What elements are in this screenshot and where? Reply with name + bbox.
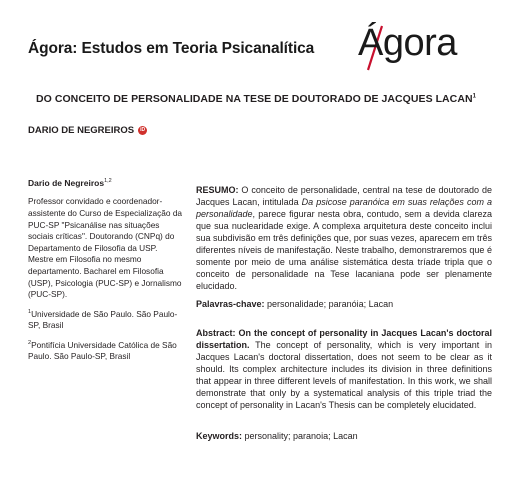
abstract-paragraph	[196, 327, 492, 411]
article-title-text: DO CONCEITO DE PERSONALIDADE NA TESE DE DOUTORADO DE JACQUES LACAN	[36, 93, 473, 105]
author-info-name-sup: 1,2	[104, 178, 112, 184]
keywords-paragraph	[196, 430, 492, 442]
affiliation-2-text: Pontifícia Universidade Católica de São Paulo. São Paulo-SP, Brasil	[28, 339, 177, 362]
palavras-chave-text: personalidade; paranóia; Lacan	[264, 299, 394, 309]
affiliation-1	[28, 307, 183, 332]
resumo-label: RESUMO:	[196, 185, 239, 195]
author-info-name	[28, 176, 183, 189]
logo-text: Ágora	[358, 22, 457, 64]
resumo-italic-title: Da psicose paranóica em suas relações com a personalidade	[196, 197, 492, 219]
author-byline	[28, 125, 147, 136]
resumo-text-b: , parece figurar nesta obra, contudo, sem a devida clareza que sua nuclearidade exige. A complexa arquitetura deste conceito inclui sua subdivisão em três definições que, por suas vezes, aparecem em três diferentes níveis de manifestação. Neste trabalho, demonstraremos que é somente por meio de uma análise sistemática desta tríade tripla que o conceito de personalidade na Tese lacaniana pode ser plenamente elucidado.	[196, 209, 492, 291]
resumo-text-a: O conceito de personalidade, central na tese de doutorado de Jacques Lacan, intitulada	[196, 185, 492, 207]
author-info	[28, 176, 183, 369]
palavras-chave-paragraph	[196, 298, 492, 310]
abstract-text: The concept of personality, which is very important in Jacques Lacan's doctoral dissertation, does not seem to be clear as it should. Its complex architecture includes its division in three definitions that appear in three different levels of manifestation. In this work, we shall demonstrate that only by a systematical analysis of this triple triad the concept of personality in Lacan's Thesis can be completely elucidated.	[196, 340, 492, 410]
affiliation-1-text: Universidade de São Paulo. São Paulo-SP, Brasil	[28, 308, 178, 331]
journal-logo	[352, 22, 472, 80]
abstract-title: On the concept of personality in Jacques Lacan's doctoral dissertation.	[196, 328, 492, 350]
journal-title: Ágora: Estudos em Teoria Psicanalítica	[28, 40, 315, 57]
orcid-icon[interactable]: iD	[140, 127, 146, 133]
article-title	[0, 93, 512, 105]
palavras-chave-label: Palavras-chave:	[196, 299, 265, 309]
palavras-chave-section	[196, 298, 492, 310]
keywords-text: personality; paranoia; Lacan	[242, 431, 358, 441]
author-bio: Professor convidado e coordenador-assistente do Curso de Especialização da PUC-SP "Psicanálise nas situações sociais críticas". Doutorando (CNPq) do Departamento de Filosofia da USP. Mestre em Filosofia no mesmo departamento. Bacharel em Filosofia (USP), Psicologia (PUC-SP) e Jornalismo (PUC-SP).	[28, 196, 183, 300]
article-title-footnote: 1	[472, 93, 476, 100]
abstract-label: Abstract:	[196, 328, 236, 338]
keywords-section	[196, 430, 492, 442]
abstract-section	[196, 327, 492, 411]
author-name: DARIO DE NEGREIROS	[28, 125, 135, 136]
keywords-label: Keywords:	[196, 431, 243, 441]
affiliation-1-sup: 1	[28, 308, 32, 315]
resumo-section	[196, 184, 492, 292]
affiliation-2-sup: 2	[28, 339, 32, 346]
author-info-name-text: Dario de Negreiros	[28, 177, 105, 188]
resumo-paragraph	[196, 184, 492, 292]
affiliation-2	[28, 338, 183, 363]
